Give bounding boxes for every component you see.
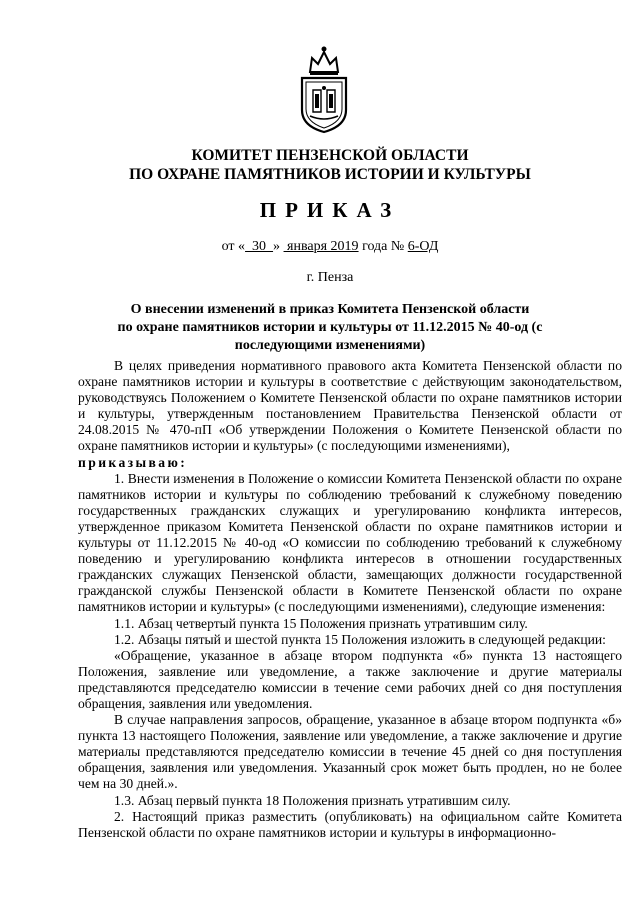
order-date-number <box>60 239 600 255</box>
order-word-paragraph <box>78 455 622 471</box>
subject-line-2: по охране памятников истории и культуры от 11.12.2015 № 40-од (с последующими изменениями) <box>117 320 543 353</box>
org-line-1: КОМИТЕТ ПЕНЗЕНСКОЙ ОБЛАСТИ <box>191 147 469 164</box>
close-quote: » <box>273 239 284 254</box>
item-1-1-paragraph: 1.1. Абзац четвертый пункта 15 Положения признать утратившим силу. <box>114 615 528 631</box>
organization-name <box>60 146 600 184</box>
item-1-paragraph: 1. Внести изменения в Положение о комиссии Комитета Пензенской области по охране памятников истории и культуры по соблюдению требований к служебному поведению государственных гражданских служащих и урегулированию конфликта интересов, утвержденное приказом Комитета Пензенской области по охране памятников истории и культуры от 11.12.2015 № 40-од «О комиссии по соблюдению требований к служебному поведению и урегулированию конфликта интересов в отношении государственных гражданских служащих Пензенской области, замещающих должности государственной гражданской службы Пензенской области в Комитете Пензенской области по охране памятников истории и культуры» (с последующими изменениями), следующие изменения: <box>78 470 622 615</box>
city-name: г. Пенза <box>306 270 354 285</box>
year-suffix: года № <box>358 239 408 254</box>
item-2-paragraph: 2. Настоящий приказ разместить (опубликовать) на официальном сайте Комитета Пензенской области по охране памятников истории и культуры в информационно- <box>78 808 622 840</box>
coat-of-arms-icon <box>296 42 352 134</box>
item-1-2-paragraph: 1.2. Абзацы пятый и шестой пункта 15 Положения изложить в следующей редакции: <box>114 631 606 647</box>
document-type-title: ПРИКАЗ <box>259 198 401 222</box>
preamble-paragraph: В целях приведения нормативного правового акта Комитета Пензенской области по охране памятников истории и культуры в соответствие с действующим законодательством, руководствуясь Положением о Комитете Пензенской области по охране памятников истории и культуры, утвержденным постановлением Правительства Пензенской области от 24.08.2015 № 470-пП «Об утверждении Положения о Комитете Пензенской области по охране памятников истории и культуры» (с последующими изменениями), <box>78 358 622 454</box>
document-body <box>78 358 622 841</box>
order-day: 30 <box>245 239 274 254</box>
from-label: от « <box>221 239 246 254</box>
order-subject <box>70 301 590 355</box>
subject-line-1: О внесении изменений в приказ Комитета Пензенской области <box>130 302 530 317</box>
item-1-3-paragraph: 1.3. Абзац первый пункта 18 Положения признать утратившим силу. <box>114 792 511 808</box>
order-number: 6-ОД <box>407 239 439 254</box>
org-line-2: ПО ОХРАНЕ ПАМЯТНИКОВ ИСТОРИИ И КУЛЬТУРЫ <box>129 166 531 183</box>
quote-paragraph-2: В случае направления запросов, обращение, указанное в абзаце втором подпункта «б» пункта 13 настоящего Положения, заявление или уведомление, а также заключение и другие материалы представляются председателю комиссии в течение 45 дней со дня поступления обращения, заявления или уведомления. Указанный срок может быть продлен, но не более чем на 30 дней.». <box>78 712 622 792</box>
order-word: приказываю: <box>78 454 188 470</box>
quote-paragraph-1: «Обращение, указанное в абзаце втором подпункта «б» пункта 13 настоящего Положения, заявление или уведомление, а также заключение и другие материалы представляются председателю комиссии в течение семи рабочих дней со дня поступления обращения, заявления или уведомления. <box>78 647 622 711</box>
order-month-year: января 2019 <box>283 239 359 254</box>
